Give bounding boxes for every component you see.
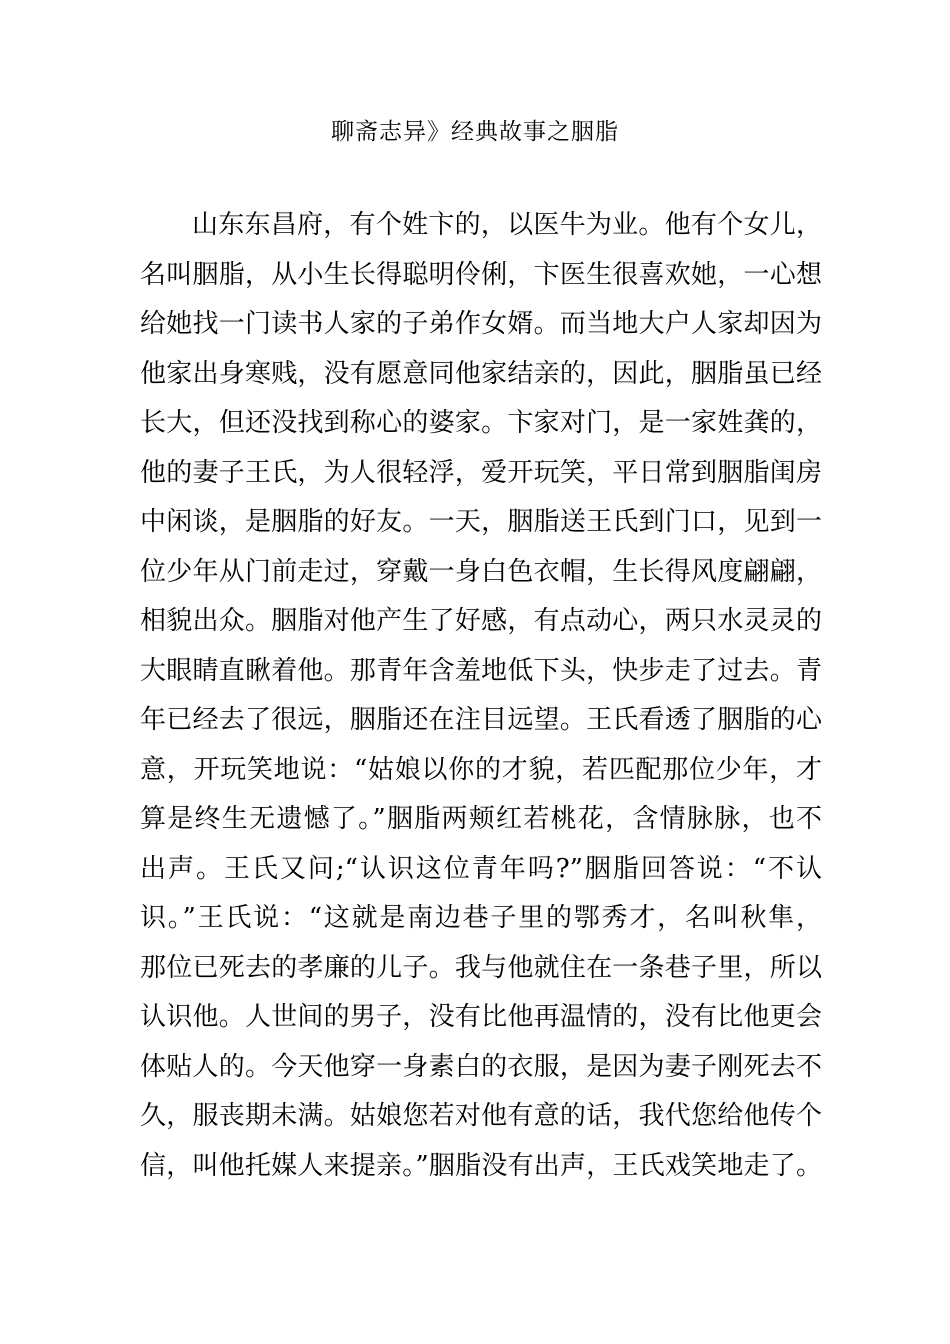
text-line: 体贴人的。今天他穿一身素白的衣服，是因为妻子刚死去不 — [140, 1051, 822, 1082]
text-line: 出声。王氏又问;“认识这位青年吗?”胭脂回答说：“不认 — [140, 853, 822, 884]
text-line: 名叫胭脂，从小生长得聪明伶俐，卞医生很喜欢她，一心想 — [140, 259, 822, 290]
story-paragraph — [140, 205, 822, 1195]
text-line: 算是终生无遗憾了。”胭脂两颊红若桃花，含情脉脉，也不 — [140, 804, 822, 834]
text-line: 位少年从门前走过，穿戴一身白色衣帽，生长得风度翩翩， — [140, 556, 822, 587]
text-line: 长大，但还没找到称心的婆家。卞家对门，是一家姓龚的， — [140, 408, 822, 438]
text-line: 识。”王氏说：“这就是南边巷子里的鄂秀才，名叫秋隼， — [140, 903, 822, 933]
text-line: 给她找一门读书人家的子弟作女婿。而当地大户人家却因为 — [140, 309, 822, 339]
text-line: 认识他。人世间的男子，没有比他再温情的，没有比他更会 — [140, 1002, 822, 1032]
text-line: 他家出身寒贱，没有愿意同他家结亲的，因此，胭脂虽已经 — [140, 358, 822, 389]
text-line: 久，服丧期未满。姑娘您若对他有意的话，我代您给他传个 — [140, 1101, 822, 1131]
text-line: 他的妻子王氏，为人很轻浮，爱开玩笑，平日常到胭脂闺房 — [140, 457, 822, 488]
text-line: 年已经去了很远，胭脂还在注目远望。王氏看透了胭脂的心 — [140, 705, 822, 735]
text-line: 山东东昌府，有个姓卞的，以医牛为业。他有个女儿， — [192, 210, 822, 240]
text-line: 那位已死去的孝廉的儿子。我与他就住在一条巷子里，所以 — [140, 952, 822, 983]
document-title: 聊斋志异》经典故事之胭脂 — [331, 119, 619, 145]
text-line: 中闲谈，是胭脂的好友。一天，胭脂送王氏到门口，见到一 — [140, 507, 822, 537]
text-line: 大眼睛直瞅着他。那青年含羞地低下头，快步走了过去。青 — [140, 655, 822, 686]
text-line: 相貌出众。胭脂对他产生了好感，有点动心，两只水灵灵的 — [140, 606, 822, 636]
text-line: 信，叫他托媒人来提亲。”胭脂没有出声，王氏戏笑地走了。 — [140, 1150, 822, 1181]
text-line: 意，开玩笑地说：“姑娘以你的才貌，若匹配那位少年，才 — [140, 754, 822, 785]
